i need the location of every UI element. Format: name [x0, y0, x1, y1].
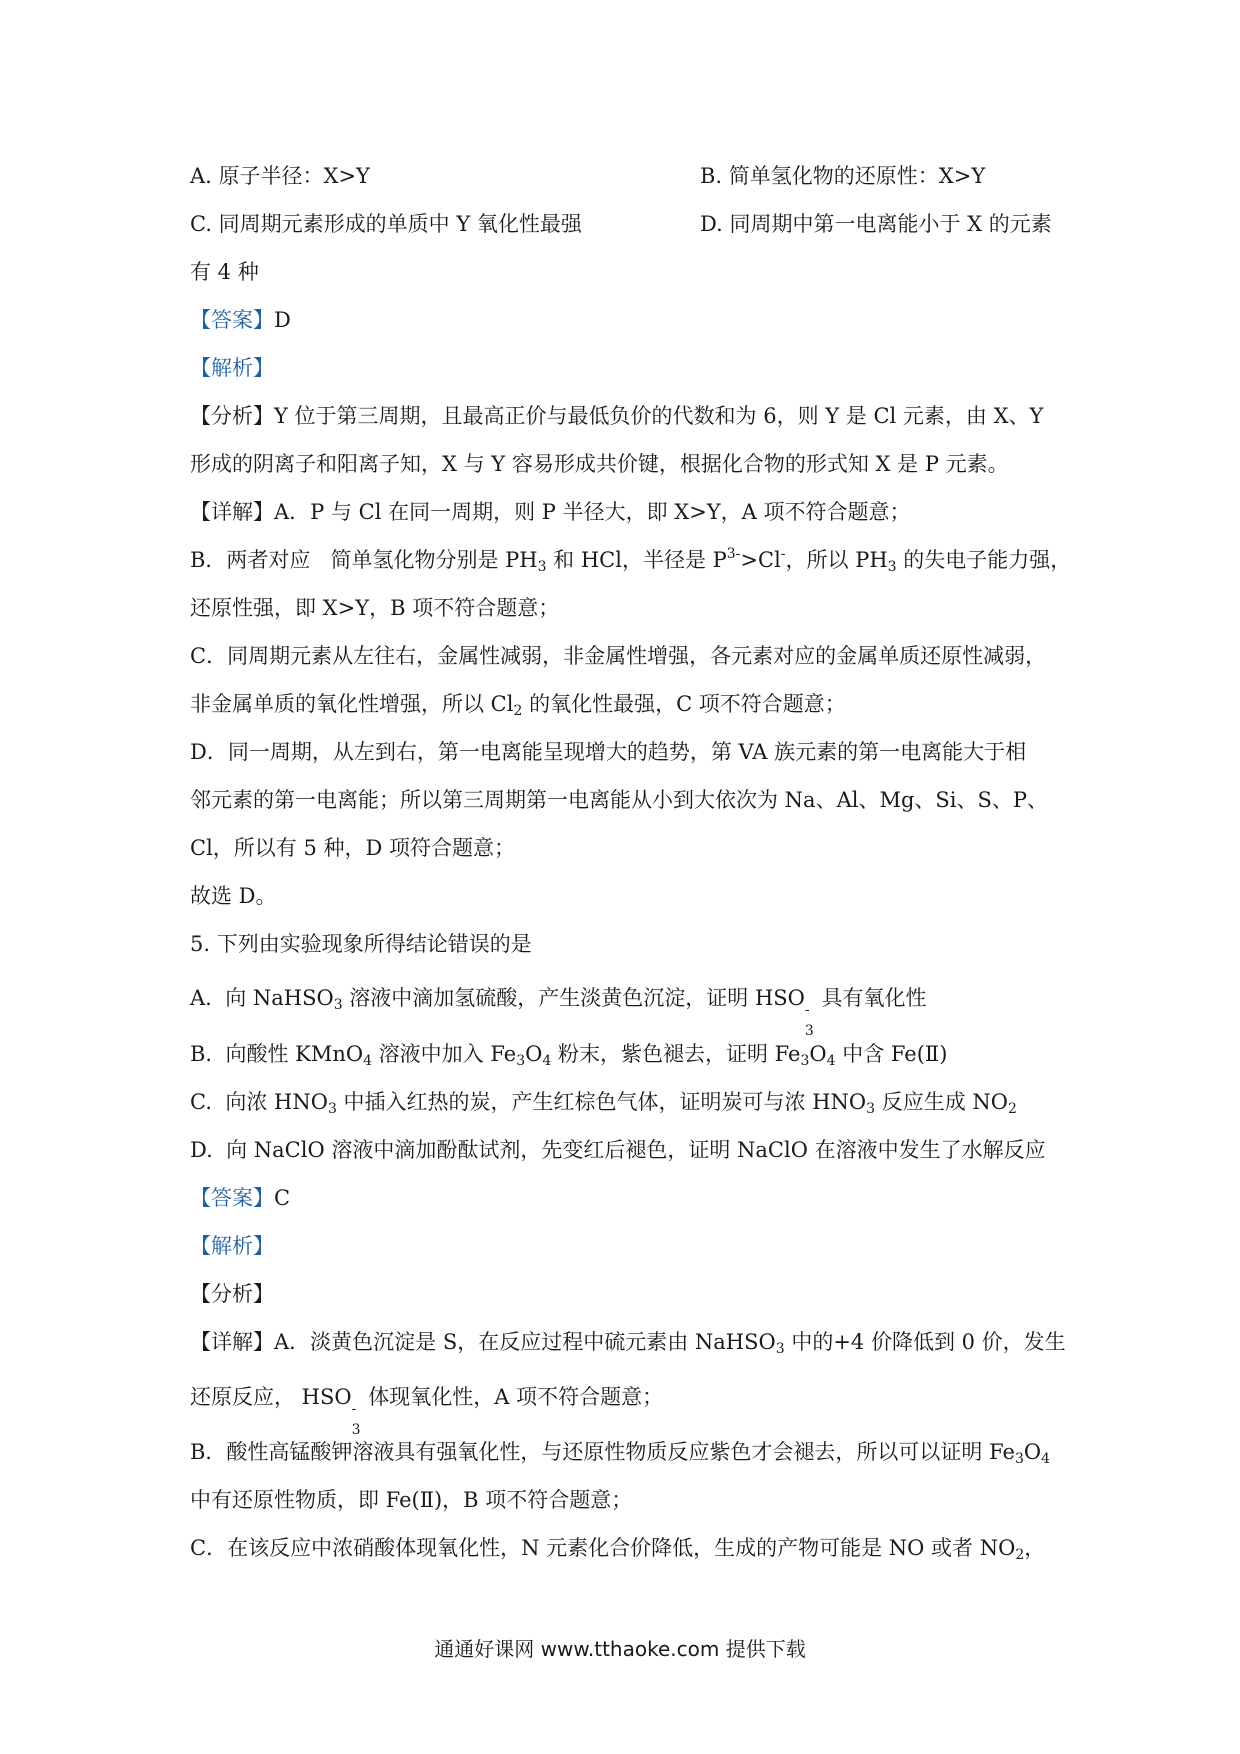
- q4-detail-d-line-2: 邻元素的第一电离能；所以第三周期第一电离能从小到大依次为 Na、Al、Mg、Si、S、P、: [190, 788, 1049, 812]
- text: 还原反应， HSO: [190, 1385, 352, 1409]
- subscript: 4: [363, 1053, 372, 1069]
- text: 的失电子能力强，: [896, 548, 1072, 572]
- q4-detail-b-line-2: 还原性强，即 X>Y，B 项不符合题意；: [190, 596, 560, 620]
- superscript: -: [780, 546, 786, 562]
- text: 非金属单质的氧化性增强，所以 Cl: [190, 692, 514, 716]
- superscript: -: [351, 1401, 357, 1417]
- subscript: 3: [351, 1422, 361, 1438]
- q5-detail-a-line-1: [190, 1328, 1066, 1356]
- q4-conclusion: 故选 D。: [190, 884, 277, 908]
- answer-value: C: [274, 1186, 291, 1210]
- q5-option-a: [190, 984, 927, 1039]
- text: 粉末，紫色褪去，证明 Fe: [551, 1042, 801, 1066]
- text: 中的+4 价降低到 0 价，发生: [784, 1330, 1066, 1354]
- q5-detail-b-line-1: [190, 1438, 1050, 1466]
- fenxi-text: Y 位于第三周期，且最高正价与最低负价的代数和为 6，则 Y 是 Cl 元素，由 X、Y: [274, 404, 1044, 428]
- text: A. 向 NaHSO: [190, 986, 334, 1010]
- subscript: 3: [804, 1023, 814, 1039]
- text: 具有氧化性: [814, 986, 927, 1010]
- subscript: 3: [800, 1053, 810, 1069]
- q5-detail-c-line-1: [190, 1534, 1045, 1562]
- q5-fenxi-tag: 【分析】: [190, 1282, 274, 1306]
- subscript: 2: [513, 703, 523, 719]
- subscript: 3: [333, 997, 343, 1013]
- q4-detail-c-line-1: C．同周期元素从左往右，金属性减弱，非金属性增强，各元素对应的金属单质还原性减弱，: [190, 644, 1047, 668]
- q5-stem: 5. 下列由实验现象所得结论错误的是: [190, 932, 532, 956]
- q4-option-c: C. 同周期元素形成的单质中 Y 氧化性最强: [190, 212, 582, 236]
- text: O: [809, 1042, 827, 1066]
- subscript: 2: [1008, 1101, 1017, 1117]
- q4-option-a: A. 原子半径：X>Y: [190, 164, 370, 188]
- answer-value: D: [274, 308, 291, 332]
- subscript: 3: [1014, 1451, 1024, 1467]
- footer-watermark: 通通好课网 www.tthaoke.com 提供下载: [434, 1637, 806, 1661]
- q4-detail-d-line-1: D．同一周期，从左到右，第一电离能呈现增大的趋势，第 VA 族元素的第一电离能大于相: [190, 740, 1027, 764]
- subscript: 3: [887, 559, 897, 575]
- text: O: [1023, 1440, 1042, 1464]
- detail-tag: 【详解】: [190, 1330, 274, 1354]
- superscript: 3-: [726, 546, 741, 562]
- subscript: 4: [542, 1053, 552, 1069]
- subscript: 3: [537, 559, 547, 575]
- q5-answer: [190, 1184, 290, 1212]
- text: 和 HCl，半径是 P: [546, 548, 727, 572]
- subscript: 3: [775, 1341, 785, 1357]
- q5-analysis-tag: 【解析】: [190, 1234, 274, 1258]
- answer-tag: 【答案】: [190, 1186, 274, 1210]
- q4-detail-b-line-1: [190, 546, 1071, 574]
- text: 中插入红热的炭，产生红棕色气体，证明炭可与浓 HNO: [336, 1090, 867, 1114]
- q4-option-d-continued: 有 4 种: [190, 260, 259, 284]
- q5-option-d: D. 向 NaClO 溶液中滴加酚酞试剂，先变红后褪色，证明 NaClO 在溶液中发生了水解反应: [190, 1138, 1046, 1162]
- text: B. 向酸性 KMnO: [190, 1042, 364, 1066]
- subscript: 3: [866, 1101, 876, 1117]
- subscript: 2: [1015, 1547, 1025, 1563]
- q5-option-c: [190, 1088, 1017, 1116]
- answer-tag: 【答案】: [190, 308, 274, 332]
- text: ，: [1024, 1536, 1046, 1560]
- text: O: [525, 1042, 543, 1066]
- q4-answer: [190, 306, 291, 334]
- text: 溶液中滴加氢硫酸，产生淡黄色沉淀，证明 HSO: [342, 986, 805, 1010]
- q4-detail-c-line-2: [190, 690, 846, 718]
- q4-option-b: B. 简单氢化物的还原性：X>Y: [700, 164, 986, 188]
- subscript: 3: [516, 1053, 526, 1069]
- text: 反应生成 NO: [875, 1090, 1008, 1114]
- superscript: -: [804, 1002, 810, 1018]
- q5-option-b: [190, 1040, 947, 1068]
- text: B．两者对应 简单氢化物分别是 PH: [190, 548, 538, 572]
- text: A．淡黄色沉淀是 S，在反应过程中硫元素由 NaHSO: [274, 1330, 776, 1354]
- fenxi-tag: 【分析】: [190, 404, 274, 428]
- q4-analysis-tag: 【解析】: [190, 356, 274, 380]
- text: >Cl: [740, 548, 781, 572]
- q4-fenxi-line-1: [190, 402, 1043, 430]
- text: ，所以 PH: [785, 548, 888, 572]
- text: C. 向浓 HNO: [190, 1090, 328, 1114]
- q4-fenxi-line-2: 形成的阴离子和阳离子知，X 与 Y 容易形成共价键，根据化合物的形式知 X 是 P 元素。: [190, 452, 1009, 476]
- text: 中含 Fe(Ⅱ): [835, 1042, 948, 1066]
- q4-detail-d-line-3: Cl，所以有 5 种，D 项符合题意；: [190, 836, 516, 860]
- text: 的氧化性最强，C 项不符合题意；: [522, 692, 846, 716]
- text: 体现氧化性，A 项不符合题意；: [361, 1385, 664, 1409]
- q5-detail-b-line-2: 中有还原性物质，即 Fe(Ⅱ)，B 项不符合题意；: [190, 1488, 633, 1512]
- subscript: 4: [1041, 1451, 1051, 1467]
- text: C．在该反应中浓硝酸体现氧化性，N 元素化合价降低，生成的产物可能是 NO 或者 NO: [190, 1536, 1016, 1560]
- detail-tag: 【详解】: [190, 500, 274, 524]
- subscript: 4: [826, 1053, 836, 1069]
- q4-detail-a: [190, 498, 911, 526]
- subscript: 3: [327, 1101, 337, 1117]
- q4-option-d: D. 同周期中第一电离能小于 X 的元素: [700, 212, 1052, 236]
- detail-a-text: A．P 与 Cl 在同一周期，则 P 半径大，即 X>Y，A 项不符合题意；: [274, 500, 911, 524]
- text: B．酸性高锰酸钾溶液具有强氧化性，与还原性物质反应紫色才会褪去，所以可以证明 Fe: [190, 1440, 1015, 1464]
- q5-detail-a-line-2: [190, 1383, 664, 1438]
- text: 溶液中加入 Fe: [372, 1042, 517, 1066]
